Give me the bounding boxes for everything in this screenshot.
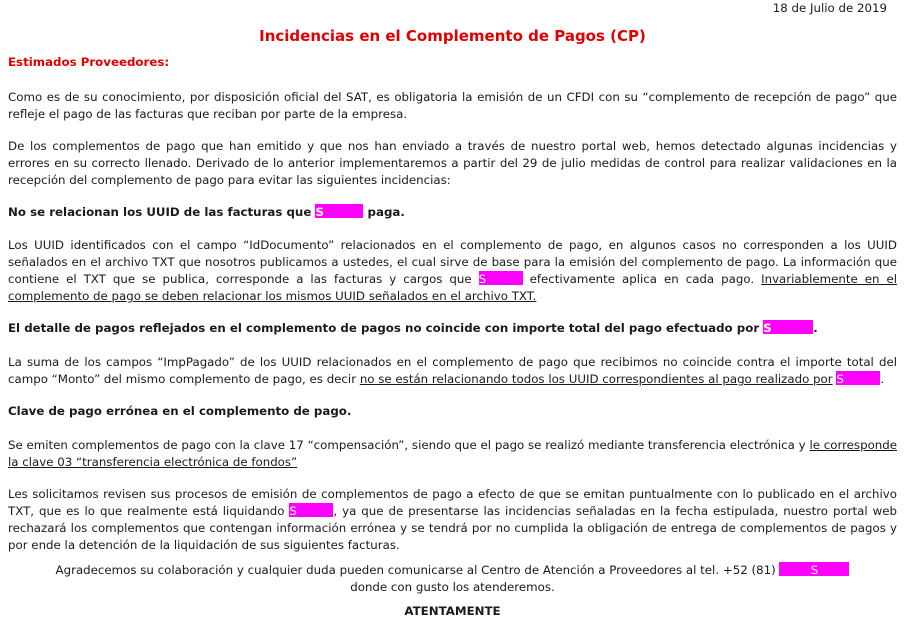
contact-paragraph [38, 562, 867, 596]
request-text: Les solicitamos revisen sus procesos de emisión de complementos de pago a efecto de que se emitan puntualmente con lo publicado en el archivo TXT, que es lo que realmente está liquidando [8, 487, 897, 518]
greeting: Estimados Proveedores: [8, 55, 170, 69]
redacted-company-name: S [289, 503, 333, 517]
payment-key-text: Se emiten complementos de pago con la clave 17 “compensación”, siendo que el pago se realizó mediante transferencia electrónica y [8, 438, 806, 452]
heading-uuid-text: No se relacionan los UUID de las facturas que [8, 205, 312, 219]
incident-heading-payment-key: Clave de pago errónea en el complemento de pago. [8, 404, 352, 418]
heading-uuid-text-end: paga. [367, 205, 405, 219]
letter-date: 18 de Julio de 2019 [772, 1, 887, 15]
redacted-company-name: S [479, 271, 523, 285]
request-text-end: , ya que de presentarse las incidencias señaladas en la fecha estipulada, nuestro portal web rechazará los complementos que contengan información errónea y se tendrá por no cumplida la obligación de entrega de complementos de pagos y por ende la detención de la liquidación de sus siguientes facturas. [8, 504, 897, 552]
amount-detail-text: La suma de los campos “ImpPagado” de los UUID relacionados en el complemento de pago que recibimos no coincide contra el importe total del campo “Monto” del mismo complemento de pago, es decir [8, 355, 897, 386]
incident-heading-amount [8, 320, 818, 337]
paragraph-detected-incidents: De los complementos de pago que han emitido y que nos han enviado a través de nuestro portal web, hemos detectado algunas incidencias y errores en su correcto llenado. Derivado de lo anterior implementaremos a partir del 29 de julio medidas de control para realizar validaciones en la recepción del complemento de pago para evitar las siguientes incidencias: [8, 139, 897, 187]
uuid-detail-text-middle: efectivamente aplica en cada pago. [529, 272, 755, 286]
heading-amount-text-end: . [813, 321, 818, 335]
redacted-company-name: S [763, 320, 813, 334]
contact-text-end: donde con gusto los atenderemos. [350, 580, 555, 594]
uuid-detail-text: Los UUID identificados con el campo “IdDocumento” relacionados en el complemento de pago, en algunos casos no corresponden a los UUID señalados en el archivo TXT que nosotros publicamos a ustedes, el cual sirve de base para la emisión del complemento de pago. La información que contiene el TXT que se publica, corresponde a las facturas y cargos que [8, 238, 897, 286]
redacted-phone-number: S [779, 562, 849, 576]
payment-key-underlined: le corresponde la clave 03 “transferencia electrónica de fondos” [8, 438, 898, 469]
closing-signoff: ATENTAMENTE [404, 604, 501, 618]
redacted-company-name: S [836, 371, 880, 385]
letter-title: Incidencias en el Complemento de Pagos (CP) [259, 27, 646, 45]
paragraph-sat-obligation: Como es de su conocimiento, por disposición oficial del SAT, es obligatoria la emisión de un CFDI con su “complemento de recepción de pago” que refleje el pago de las facturas que reciban por parte de la empresa. [8, 90, 897, 121]
contact-text: Agradecemos su colaboración y cualquier duda pueden comunicarse al Centro de Atención a Proveedores al tel. +52 (81) [55, 563, 776, 577]
paragraph-amount-detail [8, 354, 897, 388]
uuid-detail-underlined: Invariablemente en el complemento de pago se deben relacionar los mismos UUID señalados en el archivo TXT. [8, 272, 898, 303]
heading-amount-text: El detalle de pagos reflejados en el complemento de pagos no coincide con importe total del pago efectuado por [8, 321, 760, 335]
paragraph-request [8, 486, 897, 554]
paragraph-payment-key-detail [8, 437, 897, 471]
amount-detail-end: . [880, 372, 885, 386]
redacted-company-name: S [315, 204, 363, 218]
paragraph-uuid-detail [8, 237, 897, 305]
incident-heading-uuid [8, 204, 405, 221]
amount-detail-underlined: no se están relacionando todos los UUID correspondientes al pago realizado por [359, 372, 833, 386]
